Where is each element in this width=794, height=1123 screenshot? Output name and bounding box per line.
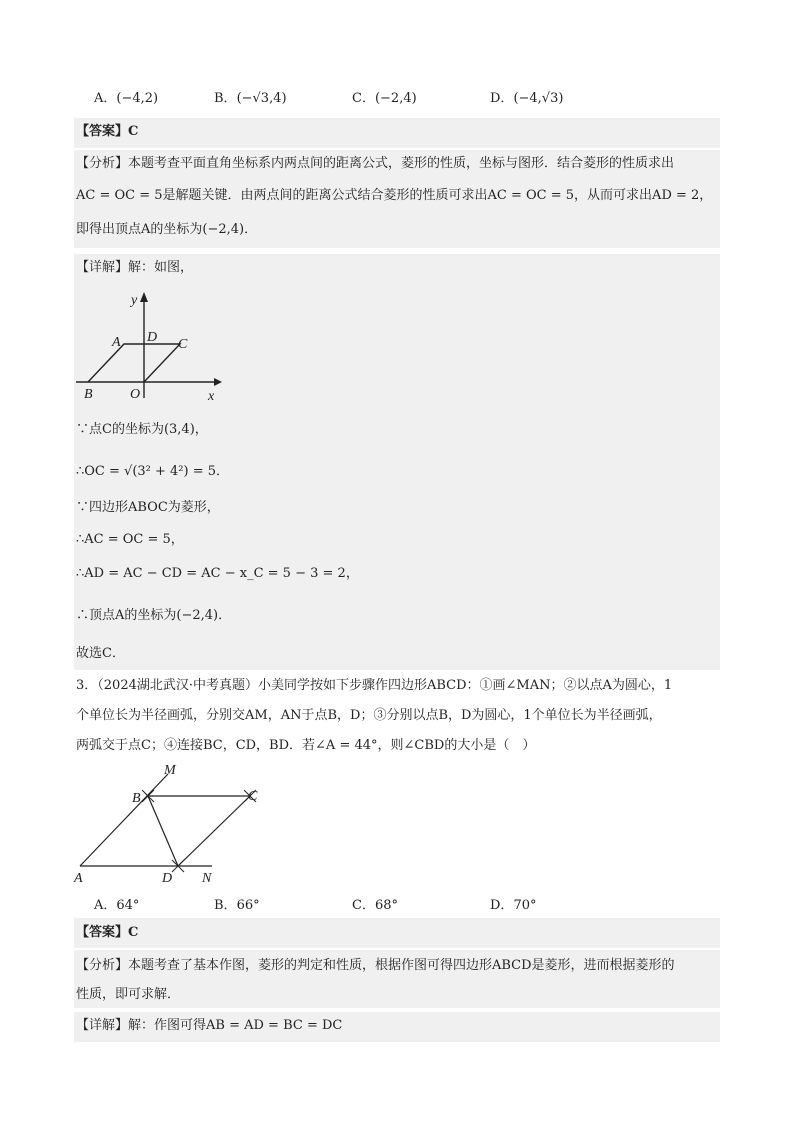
q3-stem-line1: 3．（2024湖北武汉·中考真题）小美同学按如下步骤作四边形ABCD：①画∠MAN；②以点A为圆心，1 xyxy=(76,678,673,693)
label-b2: B xyxy=(132,791,141,806)
q3-answer: 【答案】C xyxy=(76,925,139,940)
label-d: D xyxy=(147,330,158,345)
q3-stem-line2: 个单位长为半径画弧，分别交AM，AN于点B，D；③分别以点B，D为圆心，1个单位长为半径画弧， xyxy=(76,708,662,723)
q2-option-b: B．(−√3,4) xyxy=(214,91,287,106)
rhombus-coordinate-figure xyxy=(74,288,234,406)
label-a: A xyxy=(112,335,121,350)
q2-step-7: 故选C． xyxy=(76,646,125,661)
q2-analysis-line2: AC = OC = 5是解题关键．由两点间的距离公式结合菱形的性质可求出AC = OC = 5，从而可求出AD = 2， xyxy=(76,188,713,203)
label-o: O xyxy=(130,387,141,402)
q2-option-a: A．(−4,2) xyxy=(94,91,159,106)
label-a2: A xyxy=(74,871,83,886)
q2-option-d: D．(−4,√3) xyxy=(490,91,564,106)
q2-step-6: ∴顶点A的坐标为(−2,4)． xyxy=(76,608,232,623)
q2-step-3: ∵四边形ABOC为菱形， xyxy=(76,500,220,515)
rhombus-construction-figure xyxy=(70,760,270,886)
ray-am xyxy=(80,774,168,866)
rhombus-abco xyxy=(88,344,180,382)
q3-analysis-line1: 【分析】本题考查了基本作图，菱形的判定和性质，根据作图可得四边形ABCD是菱形，进而根据菱形的 xyxy=(76,958,675,973)
q2-analysis-line1: 【分析】本题考查平面直角坐标系内两点间的距离公式，菱形的性质，坐标与图形．结合菱形的性质求出 xyxy=(76,156,675,171)
q2-step-1: ∵点C的坐标为(3,4)， xyxy=(76,422,208,437)
q2-step-4: ∴AC = OC = 5， xyxy=(76,532,184,547)
label-d2: D xyxy=(162,871,173,886)
q3-option-d: D．70° xyxy=(490,898,537,913)
label-x: x xyxy=(208,389,215,404)
q3-answer-box xyxy=(74,918,720,948)
q3-option-c: C．68° xyxy=(352,898,398,913)
q2-step-2: ∴OC = √(3² + 4²) = 5． xyxy=(76,464,230,479)
label-c2: C xyxy=(248,789,258,804)
segment-cd xyxy=(178,796,250,866)
label-m: M xyxy=(164,763,176,778)
q2-option-c: C．(−2,4) xyxy=(352,91,417,106)
label-n: N xyxy=(202,871,212,886)
q2-analysis-line3: 即得出顶点A的坐标为(−2,4)． xyxy=(76,222,258,237)
x-axis-arrow xyxy=(214,378,222,386)
q2-step-5: ∴AD = AC − CD = AC − x_C = 5 − 3 = 2， xyxy=(76,566,359,581)
label-c: C xyxy=(178,337,188,352)
q3-detail: 【详解】解：作图可得AB = AD = BC = DC xyxy=(76,1018,343,1033)
q2-answer: 【答案】C xyxy=(76,124,139,139)
label-y: y xyxy=(131,293,138,308)
q3-option-b: B．66° xyxy=(214,898,260,913)
q3-option-a: A．64° xyxy=(94,898,140,913)
y-axis-arrow xyxy=(140,292,148,302)
q2-detail-heading: 【详解】解：如图， xyxy=(76,260,194,275)
q2-answer-box xyxy=(74,118,720,148)
q3-analysis-line2: 性质，即可求解． xyxy=(76,987,181,1002)
label-b: B xyxy=(84,387,93,402)
q3-stem-line3: 两弧交于点C；④连接BC，CD，BD．若∠A = 44°，则∠CBD的大小是（ ） xyxy=(76,738,536,753)
segment-bd xyxy=(148,796,178,866)
